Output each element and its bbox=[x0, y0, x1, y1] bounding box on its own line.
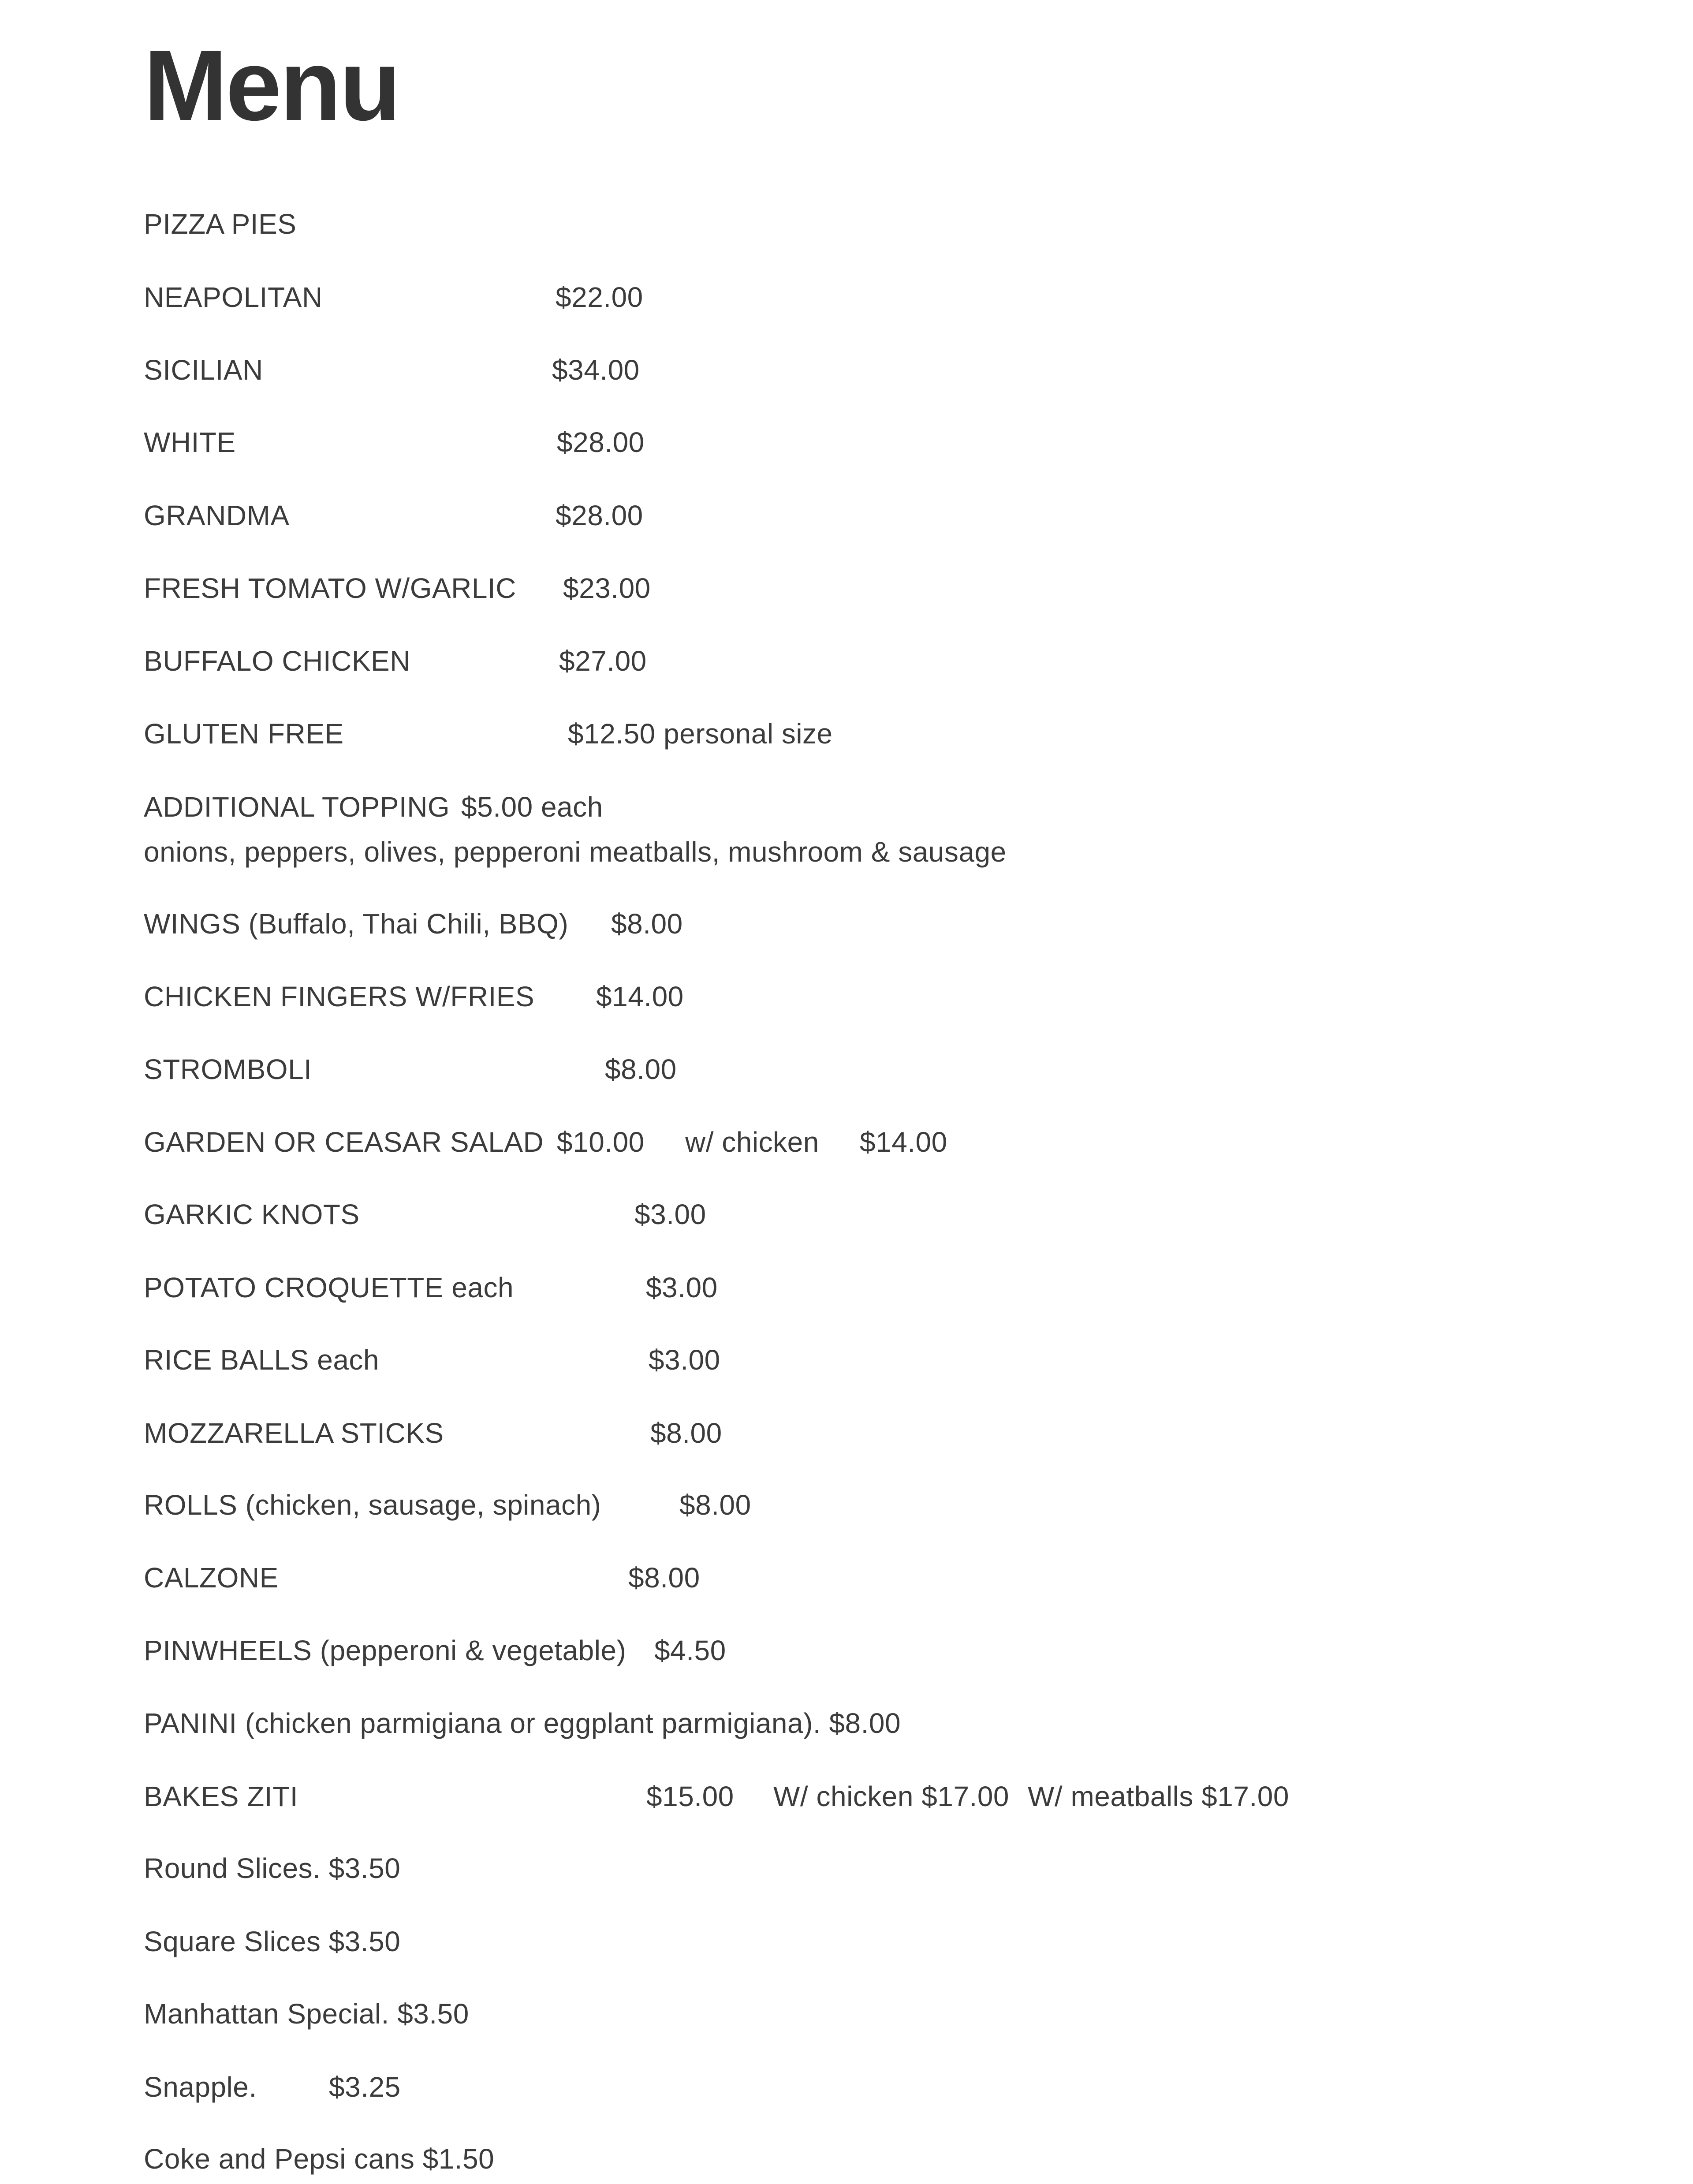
item-option-meatballs: W/ meatballs $17.00 bbox=[1028, 1781, 1289, 1812]
page-title: Menu bbox=[144, 30, 399, 142]
item-name: ADDITIONAL TOPPING bbox=[144, 791, 450, 823]
item-price: $12.50 personal size bbox=[568, 718, 833, 750]
item-price: $27.00 bbox=[559, 645, 647, 677]
item-price: $15.00 bbox=[646, 1781, 734, 1812]
item-text: Coke and Pepsi cans $1.50 bbox=[144, 2143, 495, 2175]
item-text: Round Slices. $3.50 bbox=[144, 1852, 401, 1884]
item-name: GLUTEN FREE bbox=[144, 718, 344, 750]
item-name: POTATO CROQUETTE each bbox=[144, 1272, 514, 1303]
item-price: $3.25 bbox=[329, 2071, 401, 2103]
item-text: PANINI (chicken parmigiana or eggplant parmigiana). $8.00 bbox=[144, 1707, 901, 1739]
item-price: $8.00 bbox=[628, 1562, 700, 1594]
item-option-chicken: W/ chicken $17.00 bbox=[773, 1781, 1009, 1812]
section-heading-label: PIZZA PIES bbox=[144, 208, 297, 240]
item-price: $5.00 each bbox=[461, 791, 603, 823]
item-price: $23.00 bbox=[563, 572, 651, 604]
item-price: $3.00 bbox=[634, 1198, 706, 1230]
item-name: SICILIAN bbox=[144, 354, 263, 386]
item-option-price: $14.00 bbox=[860, 1126, 947, 1158]
item-name: MOZZARELLA STICKS bbox=[144, 1417, 444, 1449]
item-price: $3.00 bbox=[649, 1344, 720, 1376]
item-name: BUFFALO CHICKEN bbox=[144, 645, 410, 677]
item-price: $3.00 bbox=[646, 1272, 718, 1303]
item-price: $10.00 bbox=[557, 1126, 645, 1158]
topping-list-text: onions, peppers, olives, pepperoni meatballs, mushroom & sausage bbox=[144, 836, 1007, 868]
item-price: $4.50 bbox=[654, 1635, 726, 1666]
item-name: RICE BALLS each bbox=[144, 1344, 379, 1376]
item-price: $8.00 bbox=[679, 1489, 751, 1521]
item-name: CALZONE bbox=[144, 1562, 279, 1594]
item-name: BAKES ZITI bbox=[144, 1781, 298, 1812]
item-price: $8.00 bbox=[611, 908, 683, 940]
item-name: STROMBOLI bbox=[144, 1053, 312, 1085]
item-price: $14.00 bbox=[596, 981, 684, 1012]
item-name: NEAPOLITAN bbox=[144, 281, 323, 313]
item-name: PINWHEELS (pepperoni & vegetable) bbox=[144, 1635, 626, 1666]
item-price: $28.00 bbox=[557, 426, 645, 458]
item-name: GARKIC KNOTS bbox=[144, 1198, 360, 1230]
item-name: ROLLS (chicken, sausage, spinach) bbox=[144, 1489, 601, 1521]
item-text: Square Slices $3.50 bbox=[144, 1926, 401, 1957]
item-text: Manhattan Special. $3.50 bbox=[144, 1998, 469, 2030]
item-price: $22.00 bbox=[556, 281, 643, 313]
item-price: $8.00 bbox=[650, 1417, 722, 1449]
item-name: FRESH TOMATO W/GARLIC bbox=[144, 572, 516, 604]
item-name: Snapple. bbox=[144, 2071, 257, 2103]
item-price: $28.00 bbox=[556, 500, 643, 531]
item-option-label: w/ chicken bbox=[685, 1126, 819, 1158]
item-price: $34.00 bbox=[552, 354, 640, 386]
item-name: GARDEN OR CEASAR SALAD bbox=[144, 1126, 544, 1158]
item-name: WINGS (Buffalo, Thai Chili, BBQ) bbox=[144, 908, 569, 940]
item-name: WHITE bbox=[144, 426, 236, 458]
item-name: GRANDMA bbox=[144, 500, 290, 531]
item-price: $8.00 bbox=[605, 1053, 677, 1085]
item-name: CHICKEN FINGERS W/FRIES bbox=[144, 981, 535, 1012]
